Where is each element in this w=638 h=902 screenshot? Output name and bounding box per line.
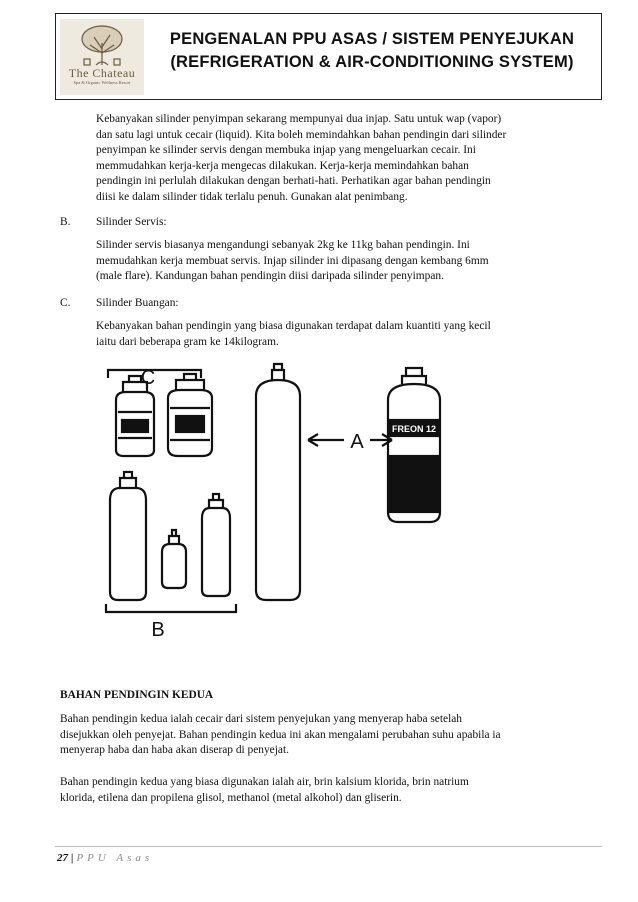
page-title (152, 28, 592, 74)
section-b-marker: B. (60, 216, 71, 228)
bracket-b (106, 604, 236, 612)
arrow-left (308, 434, 344, 446)
text-line: disejukkan oleh penyejat. Bahan pendingin kedua ini akan mengalami perubahan suhu apabila ia (60, 728, 501, 741)
text-line: iaitu dari beberapa gram ke 14kilogram. (96, 335, 279, 348)
freon-cylinder (388, 368, 440, 522)
text-line: menyerap haba dan haba akan diserap di penyejat. (60, 744, 289, 756)
text-line: (male flare). Kandungan bahan pendingin diisi daripada silinder penyimpan. (96, 270, 444, 282)
cylinder-c2 (168, 374, 212, 456)
secondary-paragraph-2 (60, 775, 600, 806)
tall-cylinder (256, 364, 300, 600)
section-c-marker: C. (60, 297, 71, 309)
text-line: pendingin ini perlulah dilakukan dengan berhati-hati. Perhatikan agar bahan pendingin (96, 175, 491, 187)
section-b-title: Silinder Servis: (96, 216, 167, 228)
logo-tagline: Spa & Organic Wellness Resort (73, 80, 131, 85)
logo-name: The Chateau (68, 66, 136, 80)
footer-doc-name: PPU Asas (76, 852, 154, 864)
footer-separator: | (71, 852, 74, 864)
text-line: Kebanyakan bahan pendingin yang biasa digunakan terdapat dalam kuantiti yang kecil (96, 320, 491, 332)
label-a: A (350, 431, 364, 453)
text-line: dan satu lagi untuk cecair (liquid). Kita boleh memindahkan bahan pendingin dari silinder (96, 128, 507, 141)
secondary-paragraph-1 (60, 712, 600, 759)
text-line: penyimpan ke silinder servis dengan membuka injap yang mengeluarkan cecair. Ini (96, 144, 476, 156)
freon-label: FREON 12 (391, 424, 437, 434)
storage-cylinder-paragraph (96, 112, 596, 205)
section-c-title: Silinder Buangan: (96, 297, 179, 309)
page-footer (57, 852, 153, 864)
section-heading: BAHAN PENDINGIN KEDUA (60, 689, 214, 701)
footer-divider (55, 846, 602, 847)
text-line: Bahan pendingin kedua yang biasa digunakan ialah air, brin kalsium klorida, brin natrium (60, 776, 469, 788)
text-line: diisi ke dalam silinder tidak terlalu penuh. Gunakan alat penimbang. (96, 190, 408, 203)
title-line-2: (REFRIGERATION & AIR-CONDITIONING SYSTEM) (170, 53, 574, 71)
text-line: klorida, etilena dan propilena glisol, methanol (metal alkohol) dan gliserin. (60, 791, 402, 804)
text-line: Kebanyakan silinder penyimpan sekarang mempunyai dua injap. Satu untuk wap (vapor) (96, 113, 502, 125)
cylinder-b3 (202, 494, 230, 596)
cylinder-b2 (162, 530, 186, 588)
label-b: B (151, 619, 165, 641)
tree-logo-icon (72, 23, 132, 67)
section-b-paragraph (96, 238, 596, 285)
chateau-logo (60, 19, 144, 95)
text-line: Silinder servis biasanya mengandungi sebanyak 2kg ke 11kg bahan pendingin. Ini (96, 239, 470, 251)
section-c-paragraph (96, 319, 596, 350)
label-c: C (140, 367, 156, 389)
text-line: memmudahkan kerja-kerja mengecas dilakukan. Kerja-kerja memindahkan bahan (96, 159, 469, 172)
text-line: memudahkan kerja membuat servis. Injap silinder ini dipasang dengan kembang 6mm (96, 254, 489, 267)
cylinder-b1 (110, 472, 146, 600)
page-number: 27 (57, 852, 68, 864)
cylinder-figure (96, 360, 456, 650)
text-line: Bahan pendingin kedua ialah cecair dari sistem penyejukan yang menyerap haba setelah (60, 713, 462, 725)
page-header (55, 13, 602, 100)
title-line-1: PENGENALAN PPU ASAS / SISTEM PENYEJUKAN (169, 30, 575, 48)
